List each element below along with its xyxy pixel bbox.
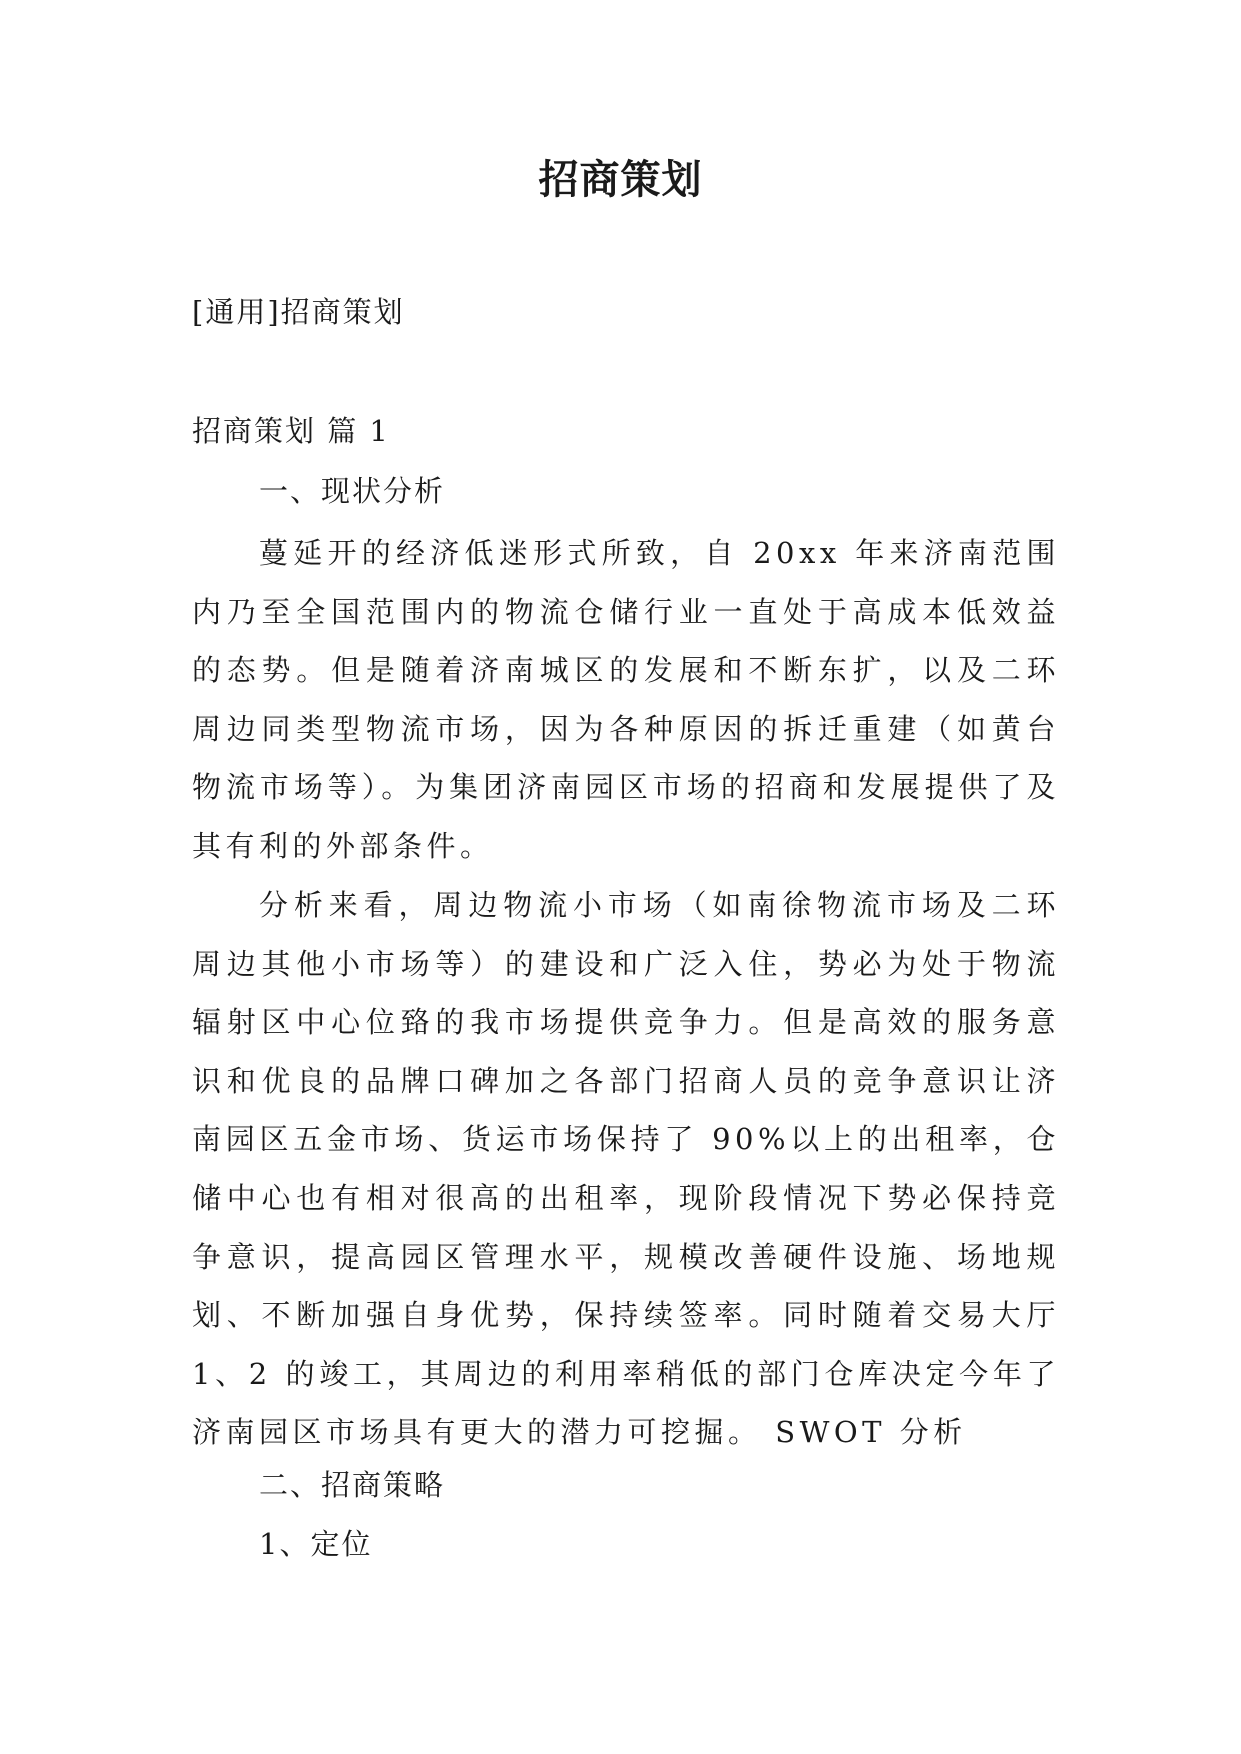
document-title: 招商策划 [538,156,703,203]
subsection-heading-positioning: 1、定位 [259,1527,373,1561]
paragraph-economic-background: 蔓延开的经济低迷形式所致，自 20xx 年来济南范围内乃至全国范围内的物流仓储行业一直处于高成本低效益的态势。但是随着济南城区的发展和不断东扩，以及二环周边同类型物流市场，因为各种原因的拆迁重建（如黄台物流市场等）。为集团济南园区市场的招商和发展提供了及其有利的外部条件。 [192,536,1060,863]
paragraph-market-analysis: 分析来看，周边物流小市场（如南徐物流市场及二环周边其他小市场等）的建设和广泛入住，势必为处于物流辐射区中心位臵的我市场提供竞争力。但是高效的服务意识和优良的品牌口碑加之各部门招商人员的竞争意识让济南园区五金市场、货运市场保持了 90%以上的出租率，仓储中心也有相对很高的出租率，现阶段情况下势必保持竞争意识，提高园区管理水平，规模改善硬件设施、场地规划、不断加强自身优势，保持续签率。同时随着交易大厅 1、2 的竣工，其周边的利用率稍低的部门仓库决定今年了济南园区市场具有更大的潜力可挖掘。 SWOT 分析 [192,888,1060,1450]
section-heading-strategy: 二、招商策略 [259,1468,446,1502]
section-heading-status-analysis: 一、现状分析 [259,474,446,508]
document-subtitle: [通用]招商策划 [192,295,405,329]
article-heading: 招商策划 篇 1 [192,414,390,448]
